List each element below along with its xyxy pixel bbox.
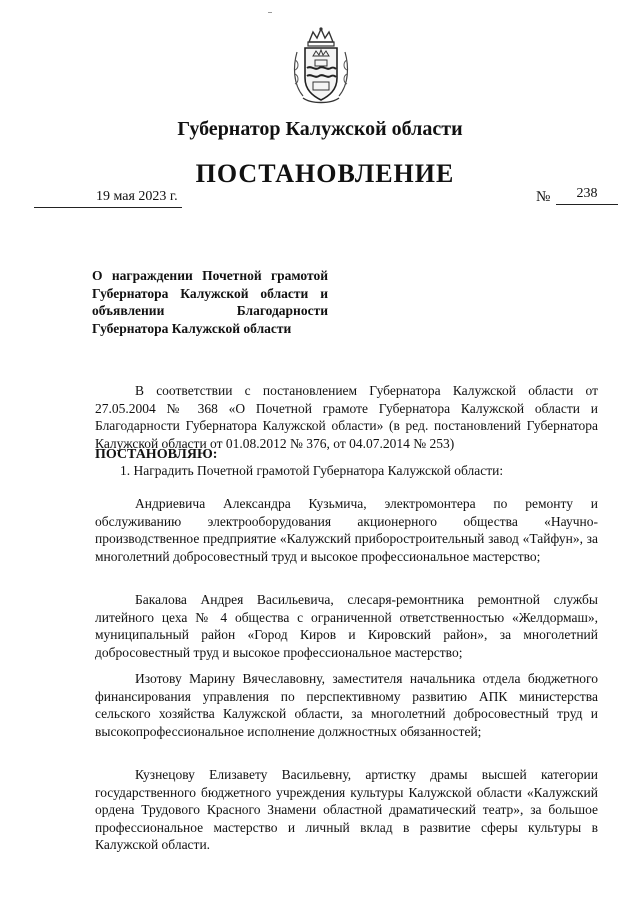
item-1: 1. Наградить Почетной грамотой Губернатора Калужской области: — [120, 463, 504, 478]
document-number-value: 238 — [556, 186, 618, 205]
awardee-paragraph: Андриевича Александра Кузьмича, электромонтера по ремонту и обслуживанию электрооборудования акционерного общества «Научно-производственное предприятие «Калужский приборостроительный завод «Тайфун», за многолетний добросовестный труд и высокое профессиональное мастерство; — [95, 496, 598, 564]
scan-mark — [268, 12, 272, 13]
kaluga-coat-of-arms-icon — [289, 26, 353, 106]
document-type: ПОСТАНОВЛЕНИЕ — [195, 159, 455, 188]
awardee-paragraph: Бакалова Андрея Васильевича, слесаря-ремонтника ремонтной службы литейного цеха № 4 общества с ограниченной ответственностью «Желдормаш», муниципальный район «Город Киров и Кировский район», за многолетний добросовестный труд и высокое профессиональное мастерство; — [95, 592, 598, 660]
awardee-paragraph: Кузнецову Елизавету Васильевну, артистку драмы высшей категории государственного бюджетного учреждения культуры Калужской области «Калужский ордена Трудового Красного Знамени областной драматический театр», за большое профессиональное мастерство и личный вклад в развитие сферы культуры в Калужской области. — [95, 767, 598, 852]
number-sign: № — [536, 189, 551, 205]
document-date — [34, 189, 182, 208]
authority-title: Губернатор Калужской области — [177, 118, 463, 140]
preamble-paragraph: В соответствии с постановлением Губернатора Калужской области от 27.05.2004 № 368 «О Почетной грамоте Губернатора Калужской области и Благодарности Губернатора Калужской области» (в ред. постановлений Губернатора Калужской области от 01.08.2012 № 376, от 04.07.2014 № 253) — [95, 383, 598, 451]
document-subject: О награждении Почетной грамотой Губернатора Калужской области и объявлении Благодарности Губернатора Калужской области — [92, 268, 328, 336]
awardee-paragraph: Изотову Марину Вячеславовну, заместителя начальника отдела бюджетного финансирования управления по перспективному развитию АПК министерства сельского хозяйства Калужской области, за многолетний добросовестный труд и высокопрофессиональное исполнение должностных обязанностей; — [95, 671, 598, 739]
resolve-heading: ПОСТАНОВЛЯЮ: — [95, 447, 218, 462]
document-date-value: 19 мая 2023 г. — [96, 189, 178, 204]
